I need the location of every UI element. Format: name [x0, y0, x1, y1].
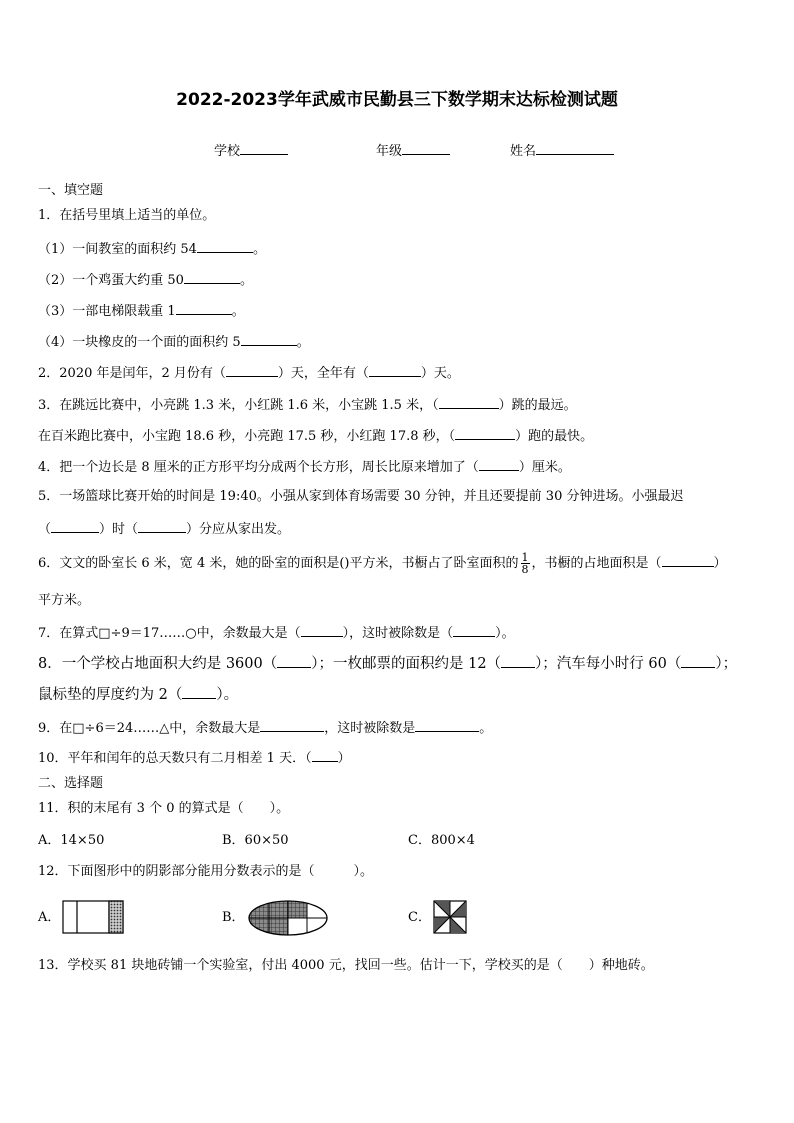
answer-blank[interactable]: [439, 396, 499, 409]
option-11-c[interactable]: C．800×4: [408, 833, 475, 848]
question-9: 9．在□÷6＝24……△中，余数最大是 ，这时被除数是 。: [38, 721, 493, 736]
question-11: 11．积的末尾有 3 个 0 的算式是（ ）。: [38, 801, 290, 816]
question-1-2: （2）一个鸡蛋大约重 50 。: [38, 273, 253, 288]
question-3: 3．在跳远比赛中，小亮跳 1.3 米，小红跳 1.6 米，小宝跳 1.5 米，（ ）跳的最远。: [38, 398, 577, 413]
answer-blank[interactable]: [241, 333, 297, 346]
option-11-a[interactable]: A．14×50: [38, 833, 105, 848]
question-5: 5．一场篮球比赛开始的时间是 19:40。小强从家到体育场需要 30 分钟，并且还要提前 30 分钟进场。小强最迟: [38, 489, 684, 504]
answer-blank[interactable]: [453, 624, 495, 637]
fraction-one-eighth: $\frac{1}{8}$: [521, 551, 529, 576]
answer-blank[interactable]: [369, 364, 421, 377]
section-multiple-choice: 二、选择题: [38, 776, 104, 791]
section-fill-blank: 一、填空题: [38, 183, 104, 198]
grade-label: 年级: [376, 144, 403, 159]
option-11-b[interactable]: B．60×50: [222, 833, 289, 848]
option-12-b[interactable]: B．: [222, 910, 245, 925]
figure-c-square[interactable]: [433, 900, 467, 934]
question-12: 12．下面图形中的阴影部分能用分数表示的是（ ）。: [38, 864, 374, 879]
question-1: 1．在括号里填上适当的单位。: [38, 208, 216, 223]
answer-blank[interactable]: [260, 719, 324, 732]
answer-blank[interactable]: [415, 719, 479, 732]
grade-blank[interactable]: [402, 142, 450, 155]
answer-blank[interactable]: [501, 655, 535, 668]
question-4: 4．把一个边长是 8 厘米的正方形平均分成两个长方形，周长比原来增加了（ ）厘米。: [38, 460, 571, 475]
question-2: 2．2020 年是闰年，2 月份有（ ）天，全年有（ ）天。: [38, 366, 460, 381]
answer-blank[interactable]: [277, 655, 311, 668]
page-title: 2022-2023学年武威市民勤县三下数学期末达标检测试题: [176, 90, 618, 110]
answer-blank[interactable]: [138, 520, 186, 533]
question-3-part2: 在百米跑比赛中，小宝跑 18.6 秒，小亮跑 17.5 秒，小红跑 17.8 秒，（ ）跑的最快。: [38, 429, 594, 444]
question-8: 8．一个学校占地面积大约是 3600（ ）；一枚邮票的面积约是 12（ ）；汽车每小时行 60（ ）；: [38, 656, 738, 672]
question-6-line2: 平方米。: [38, 593, 91, 608]
answer-blank[interactable]: [681, 655, 715, 668]
answer-blank[interactable]: [301, 624, 343, 637]
answer-blank[interactable]: [662, 554, 714, 567]
name-label: 姓名: [510, 144, 537, 159]
answer-blank[interactable]: [176, 302, 232, 315]
answer-blank[interactable]: [312, 749, 338, 762]
answer-blank[interactable]: [226, 364, 278, 377]
answer-blank[interactable]: [182, 686, 216, 699]
answer-blank[interactable]: [479, 458, 519, 471]
answer-blank[interactable]: [184, 271, 240, 284]
school-label: 学校: [214, 144, 241, 159]
answer-blank[interactable]: [51, 520, 99, 533]
question-13: 13．学校买 81 块地砖铺一个实验室，付出 4000 元，找回一些。估计一下，学校买的是（ ）种地砖。: [38, 958, 654, 973]
answer-blank[interactable]: [455, 427, 515, 440]
answer-blank[interactable]: [197, 240, 253, 253]
question-1-1: （1）一间教室的面积约 54 。: [38, 242, 266, 257]
school-blank[interactable]: [240, 142, 288, 155]
question-5-line2: （ ）时（ ）分应从家出发。: [38, 522, 291, 537]
figure-a-rectangle[interactable]: [62, 900, 124, 934]
question-10: 10．平年和闰年的总天数只有二月相差 1 天．（ ）: [38, 751, 351, 766]
name-blank[interactable]: [536, 142, 614, 155]
question-1-4: （4）一块橡皮的一个面的面积约 5 。: [38, 335, 310, 350]
school-field[interactable]: [214, 142, 288, 160]
question-7: 7．在算式□÷9＝17……○中，余数最大是（ ），这时被除数是（ ）。: [38, 626, 515, 641]
option-12-c[interactable]: C．: [408, 910, 431, 925]
question-8-line2: 鼠标垫的厚度约为 2（ ）。: [38, 687, 239, 703]
question-6: 6．文文的卧室长 6 米，宽 4 米，她的卧室的面积是()平方米，书橱占了卧室面积的 $\frac{1}{8}$ ，书橱的占地面积是（ ）: [38, 551, 727, 576]
option-12-a[interactable]: A．: [38, 910, 61, 925]
grade-field[interactable]: [376, 142, 450, 160]
figure-b-ellipse[interactable]: [247, 899, 329, 937]
name-field[interactable]: [510, 142, 614, 160]
question-1-3: （3）一部电梯限载重 1 。: [38, 304, 245, 319]
